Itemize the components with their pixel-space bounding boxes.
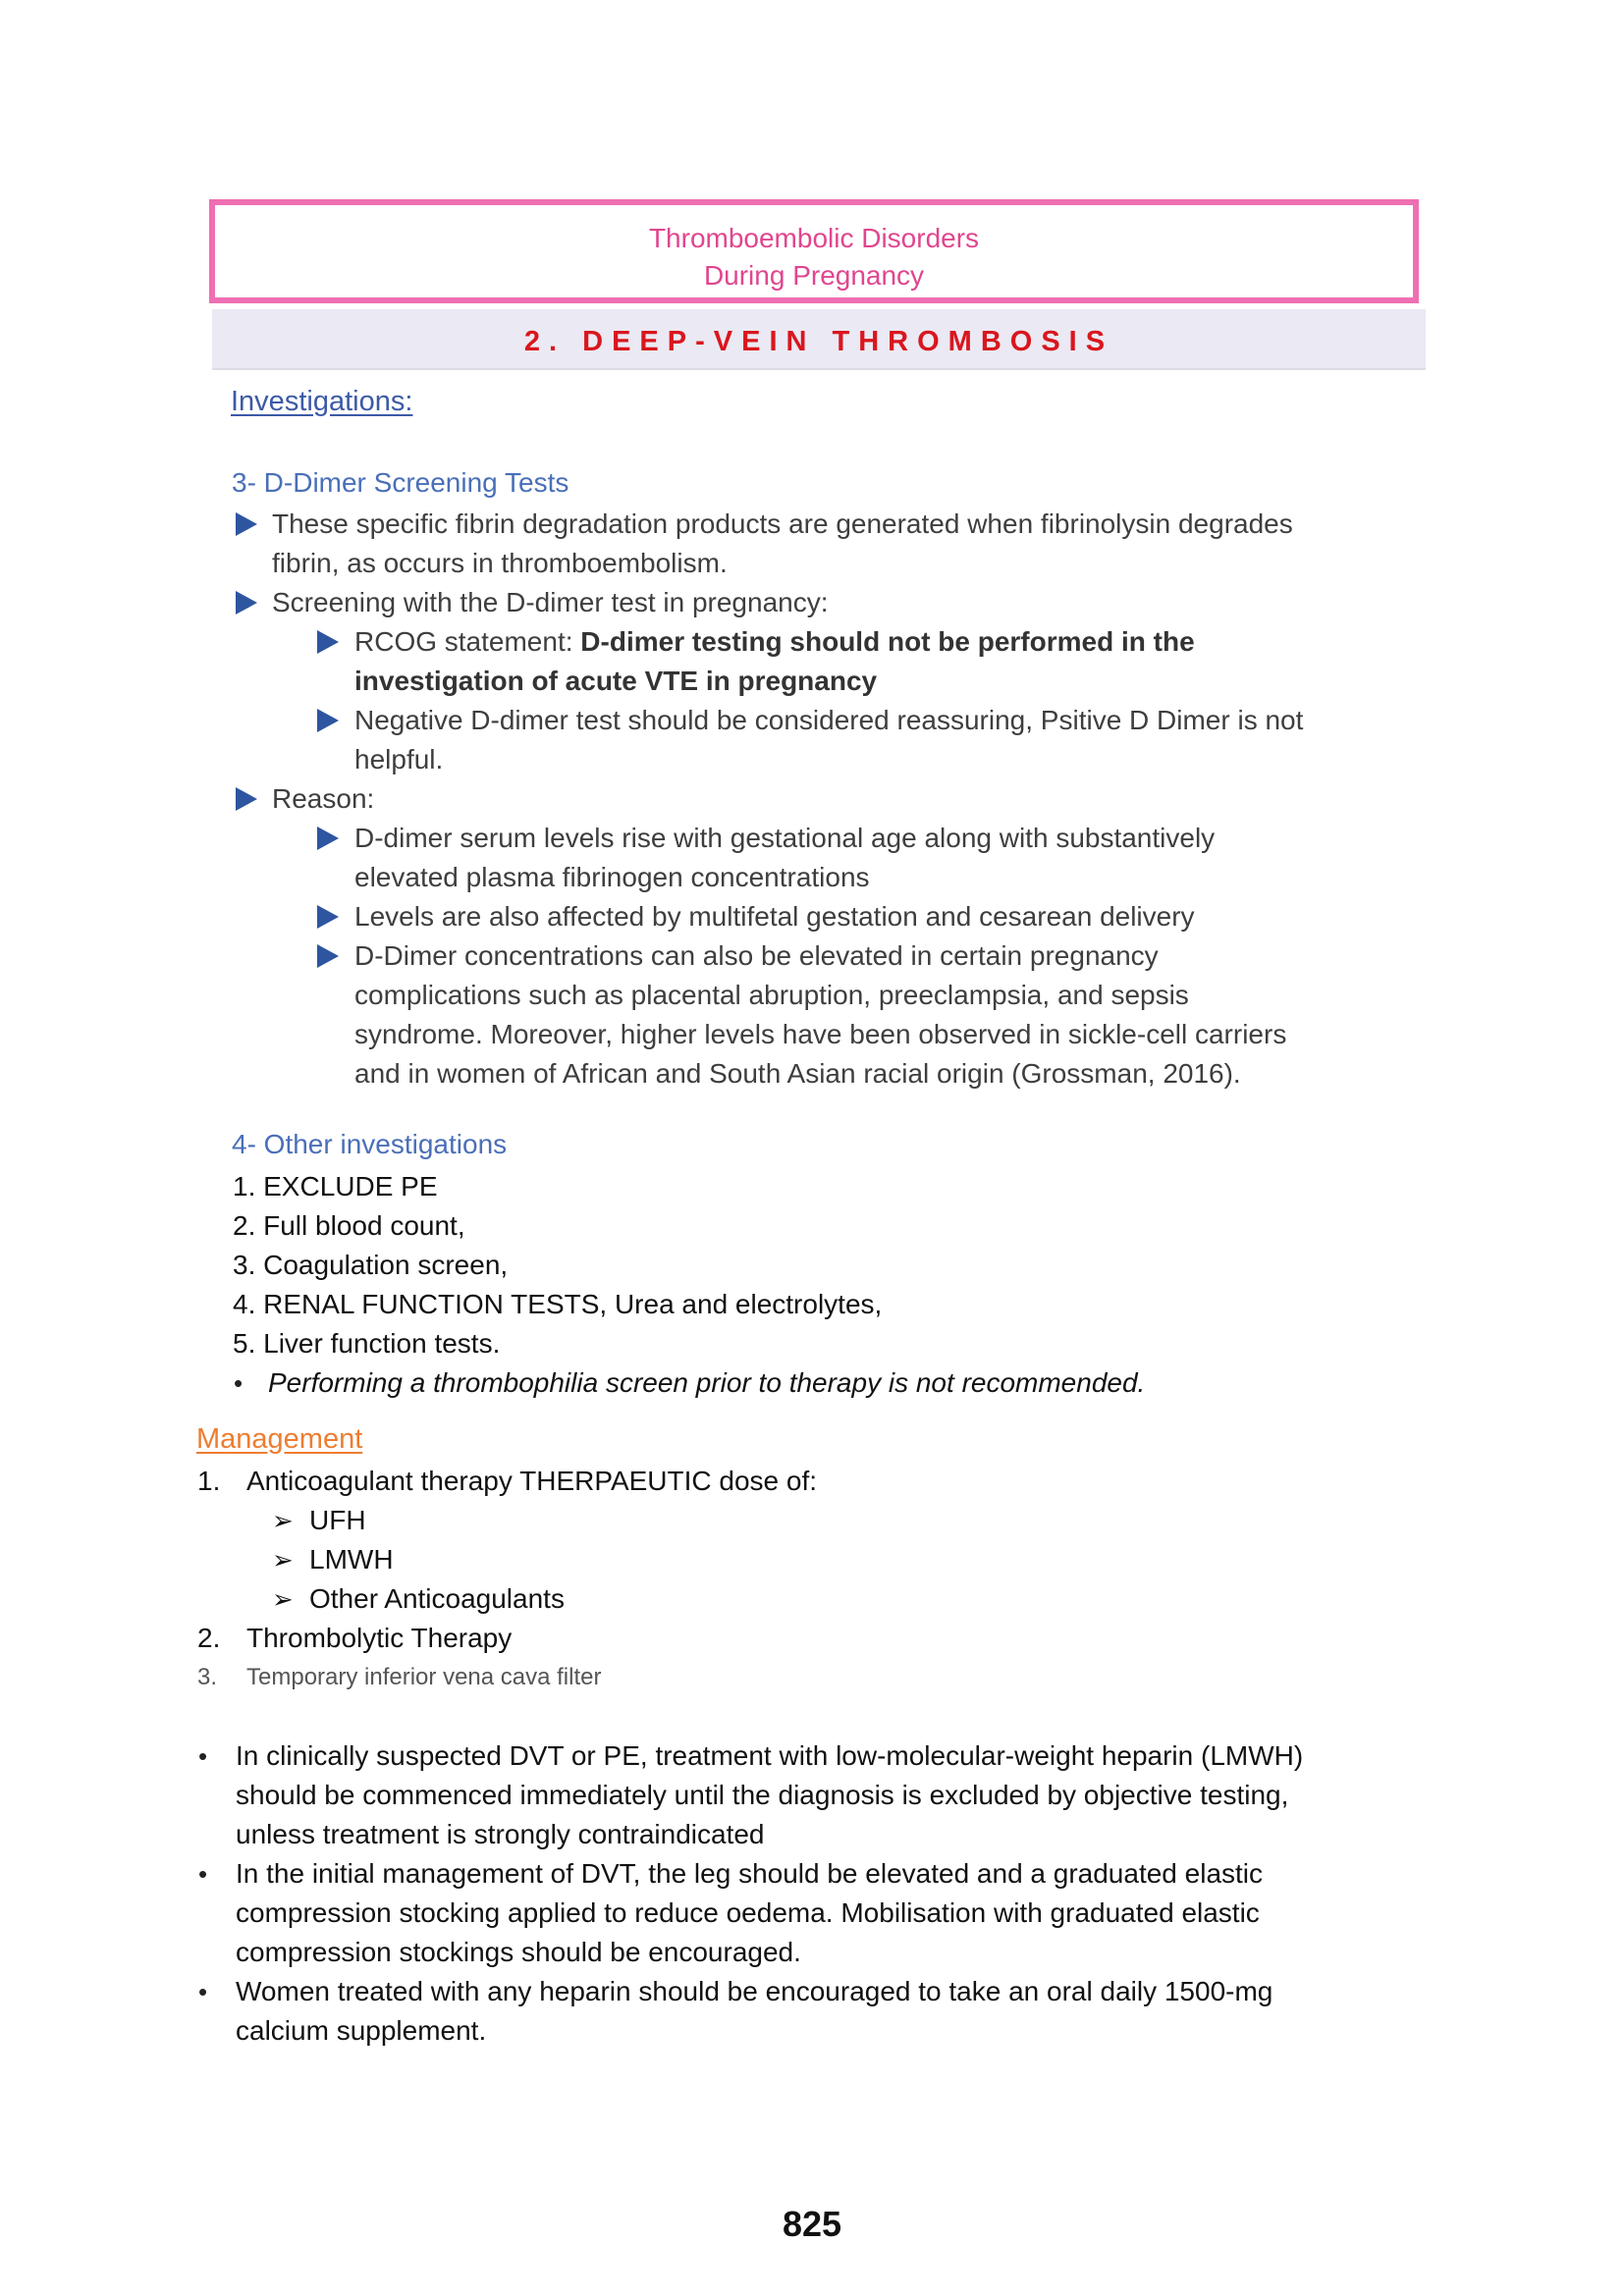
management-bullet-2-line-2: compression stocking applied to reduce oedema. Mobilisation with graduated elastic bbox=[236, 1897, 1260, 1928]
arrowhead-bullet-icon: ➢ bbox=[272, 1584, 294, 1614]
other-investigation-item: 2. Full blood count, bbox=[233, 1210, 465, 1241]
reason-1-line-1: D-dimer serum levels rise with gestational age along with substantively bbox=[354, 823, 1216, 853]
management-item-1-num: 1. bbox=[197, 1466, 221, 1496]
other-investigation-item: 1. EXCLUDE PE bbox=[233, 1171, 438, 1201]
management-item-3-num: 3. bbox=[197, 1664, 218, 1690]
ddimer-heading: 3- D-Dimer Screening Tests bbox=[232, 467, 569, 498]
chapter-title-line2: During Pregnancy bbox=[703, 260, 925, 291]
ddimer-point-2-line-1: Screening with the D-dimer test in pregnancy: bbox=[272, 587, 829, 617]
reason-3-line-3: syndrome. Moreover, higher levels have been observed in sickle-cell carriers bbox=[354, 1019, 1287, 1049]
management-bullet-3-line-2: calcium supplement. bbox=[236, 2015, 487, 2046]
management-bullet-1-line-1: In clinically suspected DVT or PE, treatment with low-molecular-weight heparin (LMWH) bbox=[236, 1740, 1304, 1771]
chapter-title-box bbox=[209, 199, 1419, 303]
management-bullet-1-line-2: should be commenced immediately until the diagnosis is excluded by objective testing, bbox=[236, 1780, 1289, 1810]
triangle-bullet-icon bbox=[236, 787, 257, 811]
triangle-bullet-icon bbox=[236, 591, 257, 614]
triangle-bullet-icon bbox=[236, 512, 257, 536]
management-bullet-2-line-1: In the initial management of DVT, the leg should be elevated and a graduated elastic bbox=[236, 1858, 1264, 1889]
management-bullet-2-line-3: compression stockings should be encouraged. bbox=[236, 1937, 801, 1967]
bullet-icon: • bbox=[198, 1859, 208, 1889]
bullet-icon: • bbox=[234, 1368, 244, 1398]
triangle-bullet-icon bbox=[317, 709, 339, 732]
rcog-prefix: RCOG statement: bbox=[354, 626, 581, 657]
arrowhead-bullet-icon: ➢ bbox=[272, 1506, 294, 1535]
triangle-bullet-icon bbox=[317, 944, 339, 968]
ddimer-point-1-line-1: These specific fibrin degradation products are generated when fibrinolysin degrades bbox=[272, 508, 1293, 539]
management-bullet-3-line-1: Women treated with any heparin should be encouraged to take an oral daily 1500-mg bbox=[236, 1976, 1273, 2006]
chapter-title-line1: Thromboembolic Disorders bbox=[648, 223, 980, 253]
other-investigation-item: 4. RENAL FUNCTION TESTS, Urea and electrolytes, bbox=[233, 1289, 883, 1319]
reason-3-line-4: and in women of African and South Asian racial origin (Grossman, 2016). bbox=[354, 1058, 1241, 1089]
bullet-icon: • bbox=[198, 1977, 208, 2006]
triangle-bullet-icon bbox=[317, 827, 339, 850]
management-heading: Management bbox=[196, 1423, 363, 1455]
rcog-statement-line-1 bbox=[354, 622, 1195, 662]
other-investigation-item: 5. Liver function tests. bbox=[233, 1328, 501, 1359]
other-investigations-heading: 4- Other investigations bbox=[232, 1129, 508, 1159]
thrombophilia-note: Performing a thrombophilia screen prior to therapy is not recommended. bbox=[268, 1367, 1146, 1398]
investigations-heading: Investigations: bbox=[231, 386, 413, 417]
reason-2-line-1: Levels are also affected by multifetal gestation and cesarean delivery bbox=[354, 901, 1195, 932]
rcog-statement-line-2: investigation of acute VTE in pregnancy bbox=[354, 666, 878, 696]
triangle-bullet-icon bbox=[317, 905, 339, 929]
reason-3-line-2: complications such as placental abruption, preeclampsia, and sepsis bbox=[354, 980, 1189, 1010]
bullet-icon: • bbox=[198, 1741, 208, 1771]
anticoagulant-subitem: LMWH bbox=[309, 1544, 394, 1575]
negative-ddimer-line-2: helpful. bbox=[354, 744, 444, 774]
management-item-2-text: Thrombolytic Therapy bbox=[246, 1623, 513, 1653]
management-item-2-num: 2. bbox=[197, 1623, 221, 1653]
reason-1-line-2: elevated plasma fibrinogen concentrations bbox=[354, 862, 870, 892]
arrowhead-bullet-icon: ➢ bbox=[272, 1545, 294, 1575]
rcog-bold-1: D-dimer testing should not be performed in the bbox=[580, 626, 1195, 657]
page-number: 825 bbox=[782, 2204, 842, 2244]
ddimer-point-1-line-2: fibrin, as occurs in thromboembolism. bbox=[272, 548, 728, 578]
reason-label: Reason: bbox=[272, 783, 375, 814]
section-title: 2. DEEP-VEIN THROMBOSIS bbox=[212, 309, 1426, 370]
negative-ddimer-line-1: Negative D-dimer test should be considered reassuring, Psitive D Dimer is not bbox=[354, 705, 1304, 735]
triangle-bullet-icon bbox=[317, 630, 339, 654]
anticoagulant-subitem: Other Anticoagulants bbox=[309, 1583, 565, 1614]
management-item-3-text: Temporary inferior vena cava filter bbox=[246, 1664, 602, 1690]
management-item-1-text: Anticoagulant therapy THERPAEUTIC dose of: bbox=[246, 1466, 818, 1496]
anticoagulant-subitem: UFH bbox=[309, 1505, 366, 1535]
management-bullet-1-line-3: unless treatment is strongly contraindicated bbox=[236, 1819, 765, 1849]
reason-3-line-1: D-Dimer concentrations can also be elevated in certain pregnancy bbox=[354, 940, 1159, 971]
other-investigation-item: 3. Coagulation screen, bbox=[233, 1250, 509, 1280]
